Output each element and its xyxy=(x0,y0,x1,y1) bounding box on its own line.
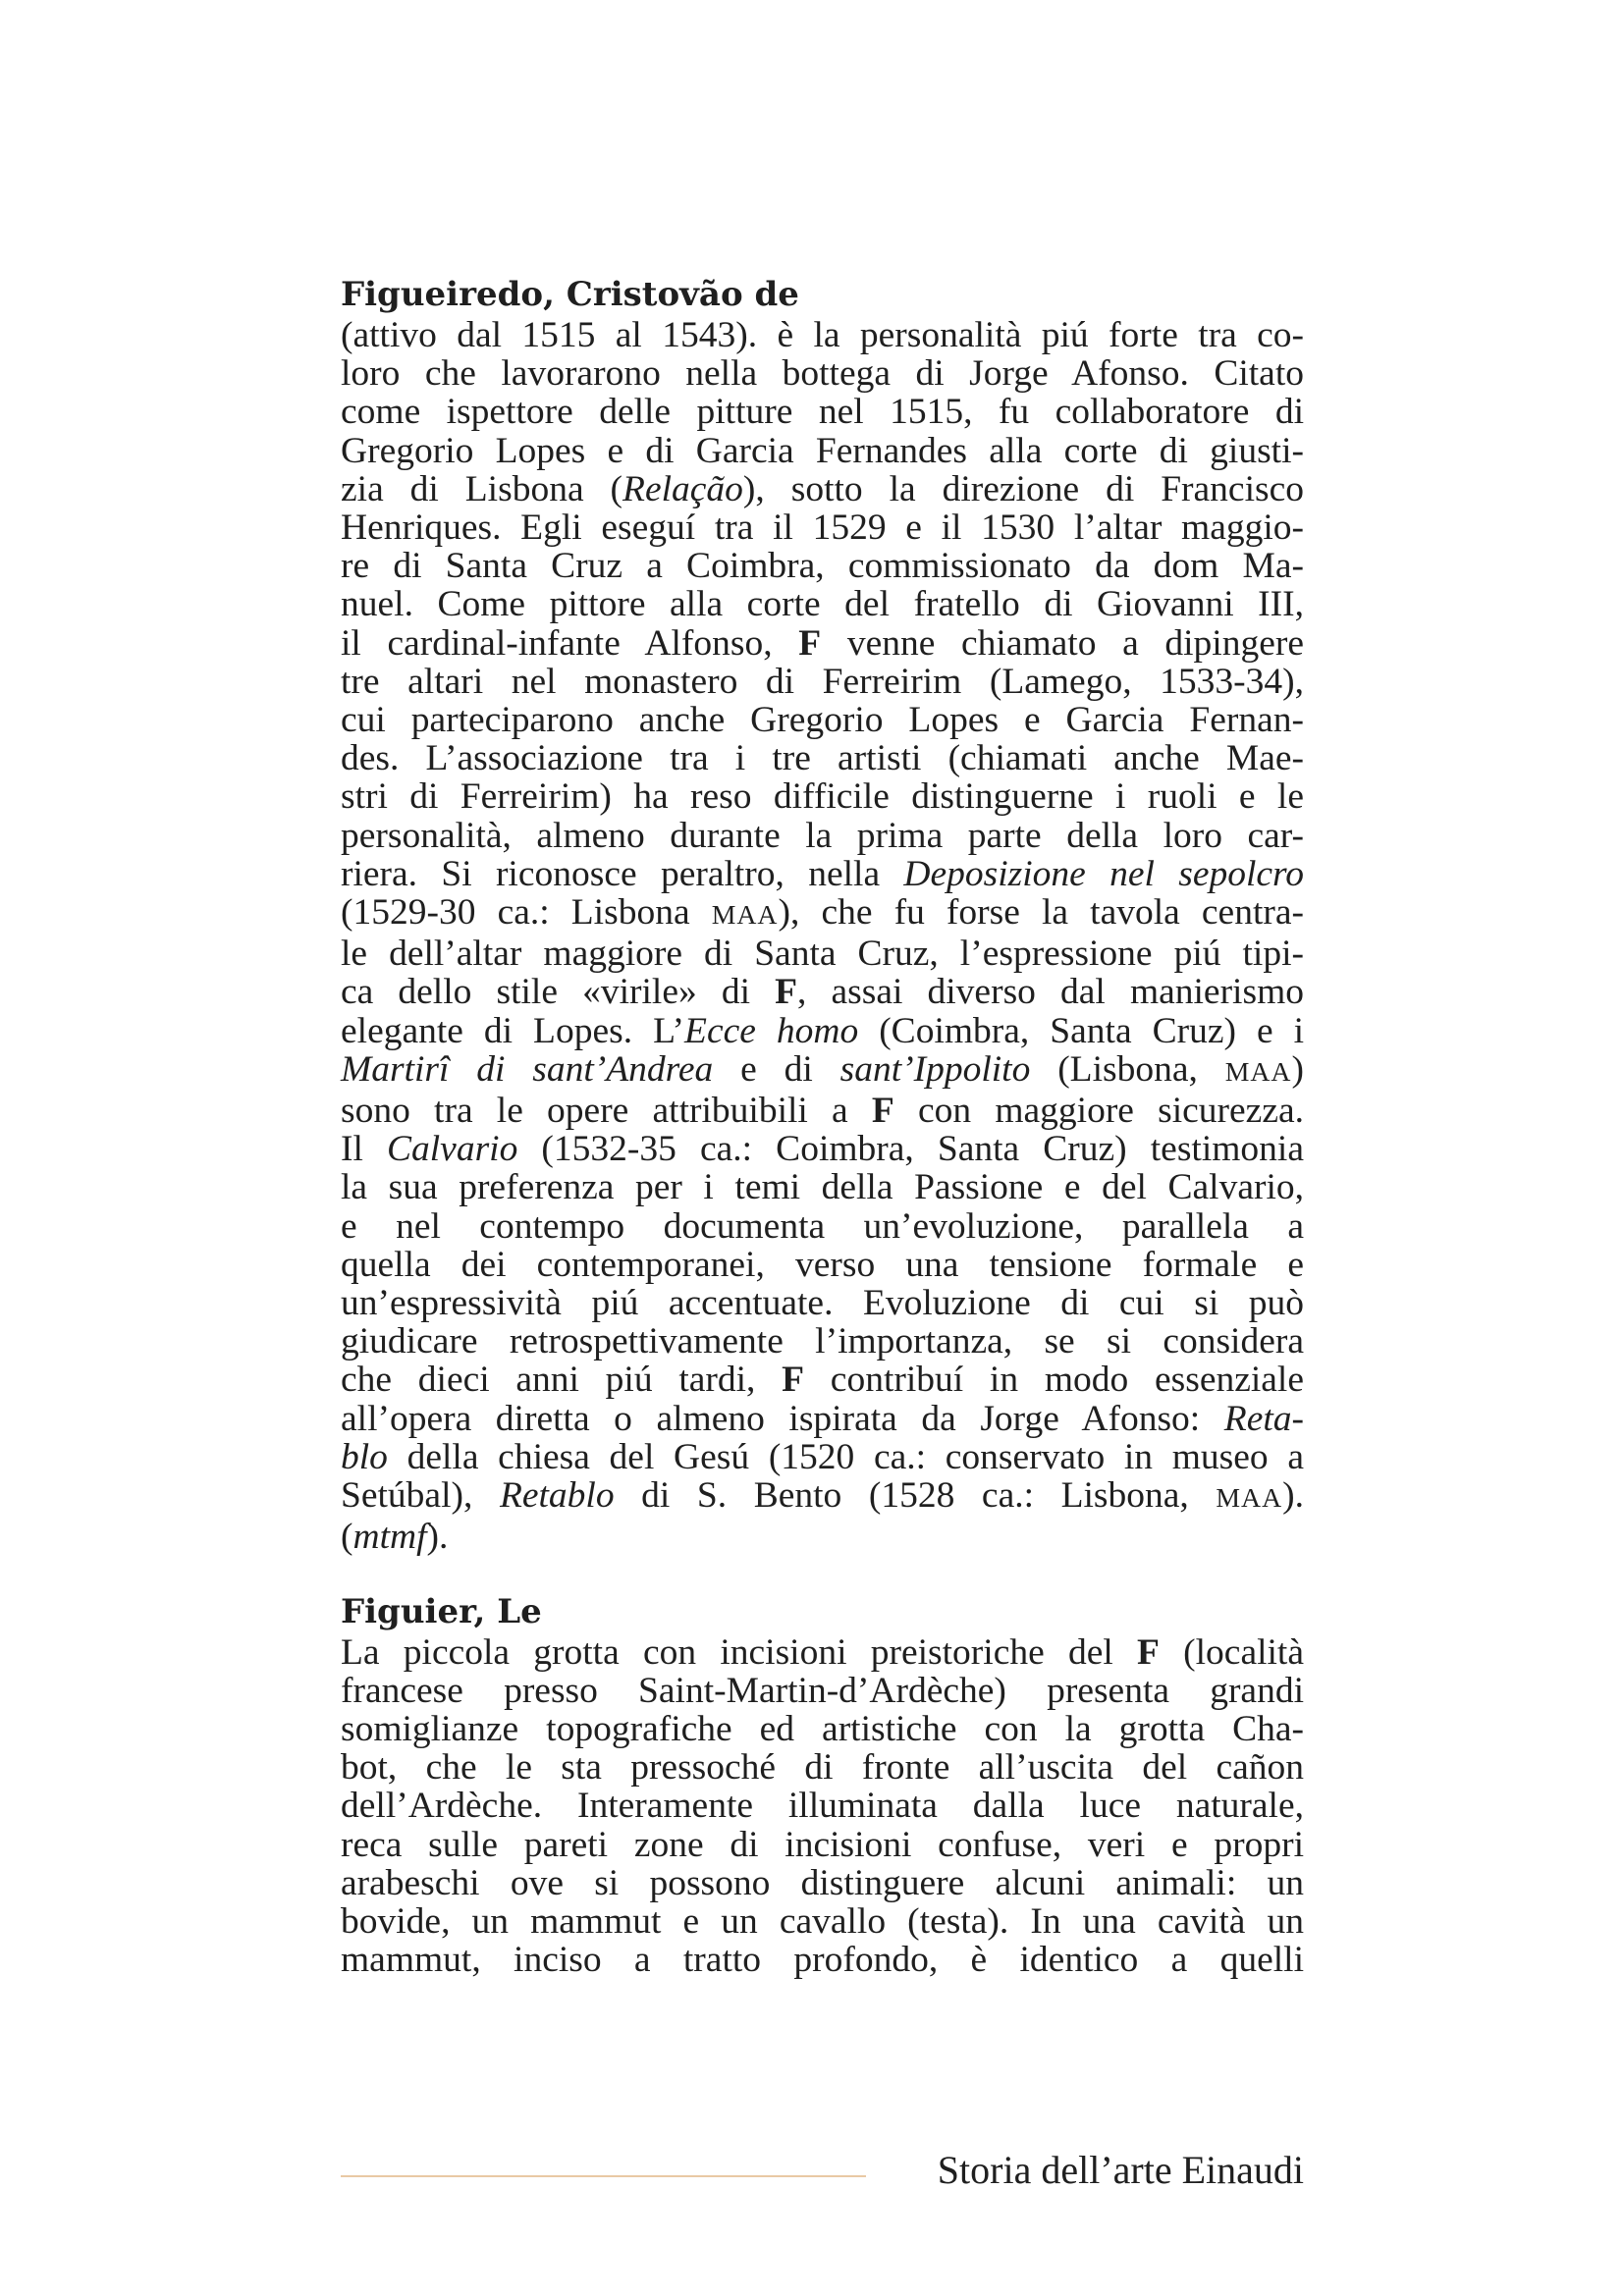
body-line: il cardinal-infante Alfonso, F venne chiamato a dipingere xyxy=(341,622,1304,664)
bold-abbrev: F xyxy=(782,1360,805,1401)
body-line: des. L’associazione tra i tre artisti (chiamati anche Mae- xyxy=(341,738,1304,779)
italic-title: Reta- xyxy=(1223,1398,1304,1439)
entry-body-figueiredo xyxy=(341,316,1304,1557)
body-line: Henriques. Egli eseguí tra il 1529 e il 1530 l’altar maggio- xyxy=(341,507,1304,549)
body-line: Setúbal), Retablo di S. Bento (1528 ca.: Lisbona, MAA). xyxy=(341,1475,1304,1517)
body-line: bot, che le sta pressoché di fronte all’uscita del cañon xyxy=(341,1747,1304,1789)
entry-title-figuier: Figuier, Le xyxy=(341,1591,542,1631)
body-line: La piccola grotta con incisioni preistoriche del F (località xyxy=(341,1631,1304,1673)
body-line: tre altari nel monastero di Ferreirim (Lamego, 1533-34), xyxy=(341,661,1304,702)
body-line: all’opera diretta o almeno ispirata da Jorge Afonso: Reta- xyxy=(341,1398,1304,1439)
body-line: un’espressività piú accentuate. Evoluzione di cui si può xyxy=(341,1283,1304,1324)
body-line: (mtmf). xyxy=(341,1517,449,1558)
body-line: la sua preferenza per i temi della Passione e del Calvario, xyxy=(341,1167,1304,1208)
body-line: nuel. Come pittore alla corte del fratello di Giovanni III, xyxy=(341,584,1304,625)
entry-body-figuier xyxy=(341,1633,1304,1980)
body-line: bovide, un mammut e un cavallo (testa). In una cavità un xyxy=(341,1900,1304,1942)
body-line: che dieci anni piú tardi, F contribuí in modo essenziale xyxy=(341,1360,1304,1401)
body-line: Gregorio Lopes e di Garcia Fernandes alla corte di giusti- xyxy=(341,430,1304,471)
italic-title: Relação xyxy=(622,468,743,509)
small-caps-abbrev: MAA xyxy=(1216,1483,1283,1515)
entry-title-figueiredo: Figueiredo, Cristovão de xyxy=(341,275,799,314)
italic-title: Deposizione nel sepolcro xyxy=(903,853,1304,894)
italic-title: Retablo xyxy=(499,1475,615,1517)
body-line: loro che lavorarono nella bottega di Jorge Afonso. Citato xyxy=(341,353,1304,395)
body-line: somiglianze topografiche ed artistiche con la grotta Cha- xyxy=(341,1708,1304,1749)
italic-title: Calvario xyxy=(387,1129,518,1170)
body-line: ca dello stile «virile» di F, assai diverso dal manierismo xyxy=(341,972,1304,1013)
body-line: arabeschi ove si possono distinguere alcuni animali: un xyxy=(341,1862,1304,1903)
body-line: le dell’altar maggiore di Santa Cruz, l’espressione piú tipi- xyxy=(341,934,1304,975)
author-initials: mtmf xyxy=(352,1517,427,1558)
entry-separator xyxy=(341,1557,1304,1590)
body-line: (1529-30 ca.: Lisbona MAA), che fu forse la tavola centra- xyxy=(341,892,1304,934)
body-line: sono tra le opere attribuibili a F con maggiore sicurezza. xyxy=(341,1091,1304,1132)
body-line: re di Santa Cruz a Coimbra, commissionato da dom Ma- xyxy=(341,546,1304,587)
body-line: elegante di Lopes. L’Ecce homo (Coimbra, Santa Cruz) e i xyxy=(341,1010,1305,1051)
page-footer xyxy=(341,2146,1304,2195)
italic-title: Martirî di sant’Andrea xyxy=(341,1048,714,1090)
body-line: reca sulle pareti zone di incisioni confuse, veri e propri xyxy=(341,1824,1304,1865)
italic-title: blo xyxy=(341,1436,388,1477)
bold-abbrev: F xyxy=(775,972,798,1013)
bold-abbrev: F xyxy=(1137,1631,1160,1673)
page-content xyxy=(341,273,1304,1979)
small-caps-abbrev: MAA xyxy=(1224,1056,1292,1088)
body-line: francese presso Saint-Martin-d’Ardèche) presenta grandi xyxy=(341,1670,1304,1711)
bold-abbrev: F xyxy=(871,1091,894,1132)
footer-rule xyxy=(341,2175,866,2177)
body-line: quella dei contemporanei, verso una tensione formale e xyxy=(341,1244,1304,1285)
footer-publication-title: Storia dell’arte Einaudi xyxy=(937,2148,1304,2192)
italic-title: Ecce homo xyxy=(684,1010,859,1051)
body-line: mammut, inciso a tratto profondo, è identico a quelli xyxy=(341,1940,1304,1981)
bold-abbrev: F xyxy=(798,622,822,664)
body-line: e nel contempo documenta un’evoluzione, parallela a xyxy=(341,1205,1304,1247)
body-line: stri di Ferreirim) ha reso difficile distinguerne i ruoli e le xyxy=(341,776,1304,818)
italic-title: sant’Ippolito xyxy=(839,1048,1031,1090)
body-line: cui parteciparono anche Gregorio Lopes e Garcia Fernan- xyxy=(341,700,1304,741)
body-line: Il Calvario (1532-35 ca.: Coimbra, Santa Cruz) testimonia xyxy=(341,1129,1304,1170)
body-line: giudicare retrospettivamente l’importanza, se si considera xyxy=(341,1321,1304,1362)
body-line: dell’Ardèche. Interamente illuminata dalla luce naturale, xyxy=(341,1786,1304,1827)
body-line: Martirî di sant’Andrea e di sant’Ippolito (Lisbona, MAA) xyxy=(341,1048,1304,1090)
body-line: riera. Si riconosce peraltro, nella Deposizione nel sepolcro xyxy=(341,853,1304,894)
body-line: (attivo dal 1515 al 1543). è la personalità piú forte tra co- xyxy=(341,315,1304,355)
body-line: personalità, almeno durante la prima parte della loro car- xyxy=(341,815,1304,856)
body-line: zia di Lisbona (Relação), sotto la direzione di Francisco xyxy=(341,468,1304,509)
body-line: come ispettore delle pitture nel 1515, fu collaboratore di xyxy=(341,392,1304,433)
body-line: blo della chiesa del Gesú (1520 ca.: conservato in museo a xyxy=(341,1436,1304,1477)
small-caps-abbrev: MAA xyxy=(711,900,779,932)
